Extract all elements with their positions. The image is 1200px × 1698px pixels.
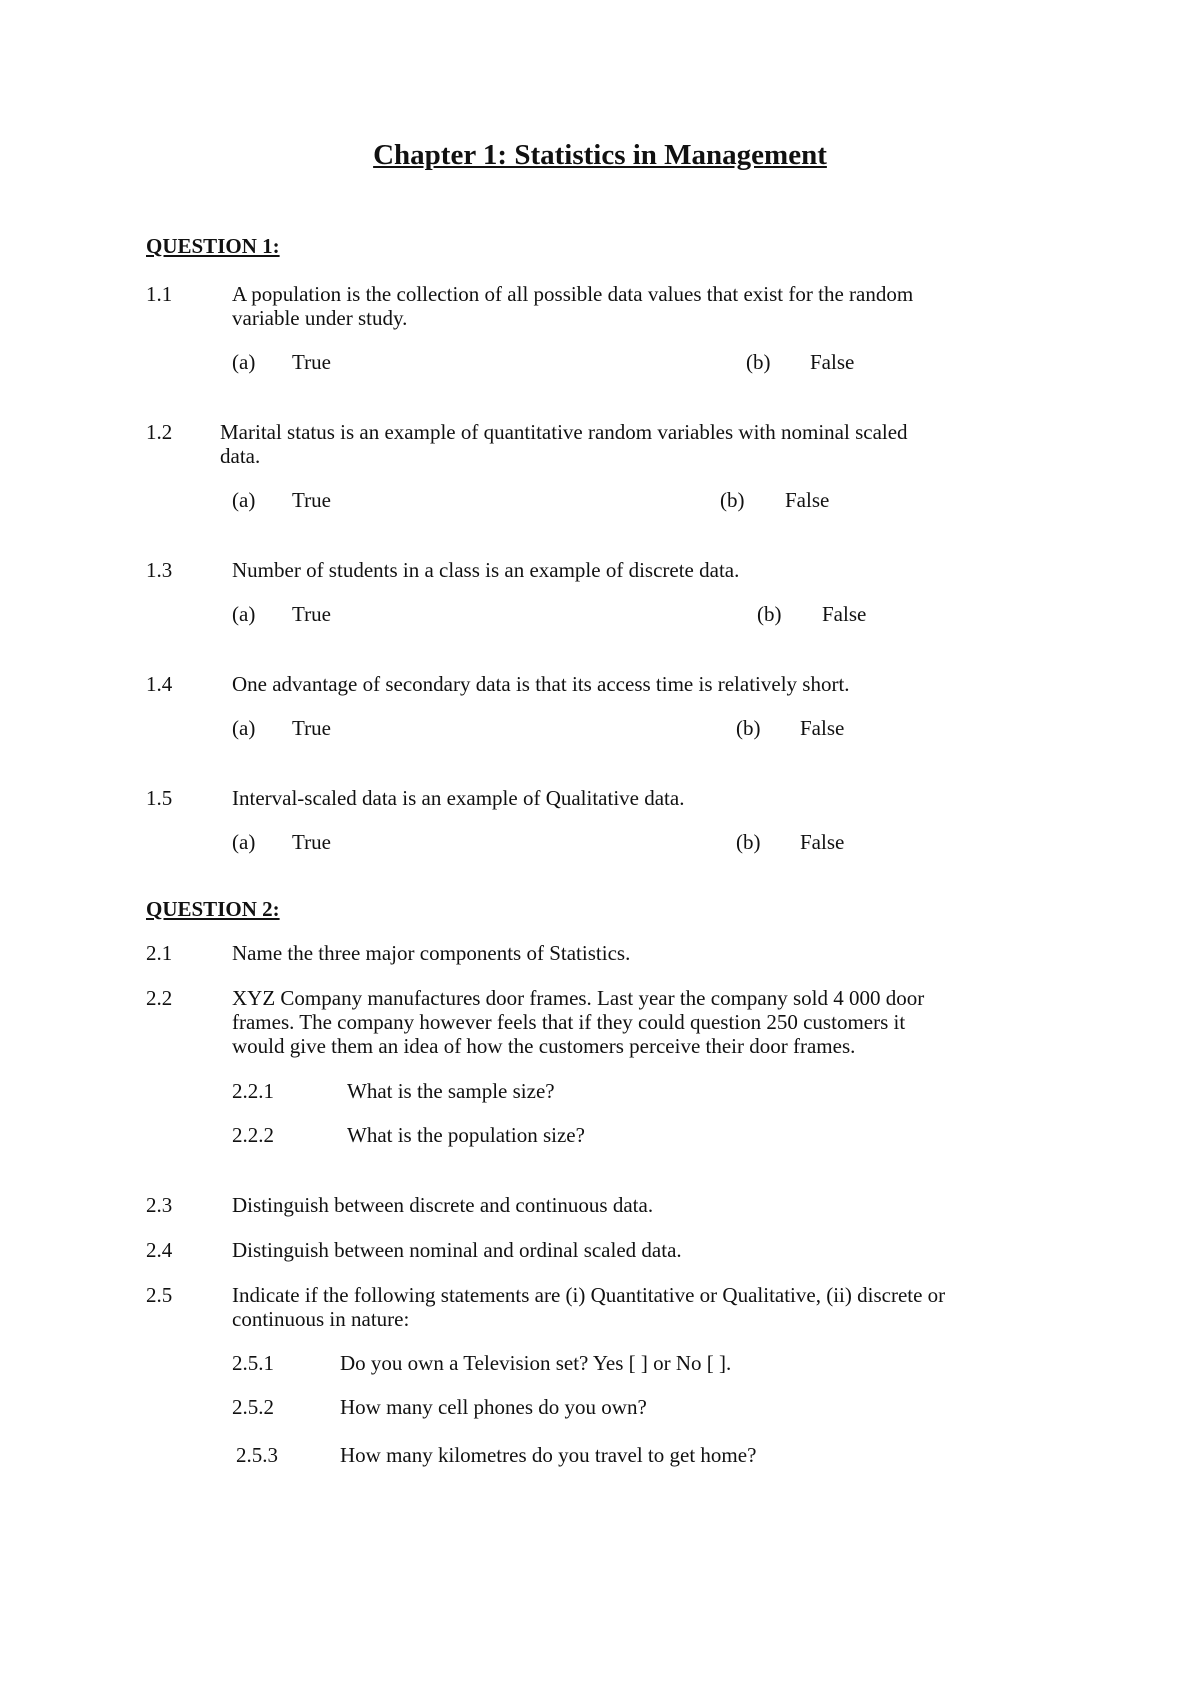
question-2-5-2-text: How many cell phones do you own? xyxy=(340,1395,647,1419)
question-2-heading: QUESTION 2: xyxy=(146,897,280,921)
question-2-2-2-number: 2.2.2 xyxy=(232,1123,274,1147)
question-1-3-text: Number of students in a class is an example of discrete data. xyxy=(232,558,740,582)
question-1-1-text-line-2: variable under study. xyxy=(232,306,408,330)
question-1-2-option-b-label: (b) xyxy=(720,488,745,512)
question-2-5-1-number: 2.5.1 xyxy=(232,1351,274,1375)
question-1-2-option-a-label: (a) xyxy=(232,488,256,512)
question-2-5-2-number: 2.5.2 xyxy=(232,1395,274,1419)
question-2-4-number: 2.4 xyxy=(146,1238,173,1262)
question-1-4-number: 1.4 xyxy=(146,672,173,696)
question-1-1-text-line-1: A population is the collection of all possible data values that exist for the random xyxy=(232,282,914,306)
question-1-2-option-b-text: False xyxy=(785,488,830,512)
question-1-2-text-line-2: data. xyxy=(220,444,261,468)
question-2-2-2-text: What is the population size? xyxy=(347,1123,585,1147)
question-1-3-number: 1.3 xyxy=(146,558,173,582)
question-2-2-text-line-2: frames. The company however feels that if they could question 250 customers it xyxy=(232,1010,906,1034)
question-2-5-3-text: How many kilometres do you travel to get home? xyxy=(340,1443,757,1467)
question-1-5-text: Interval-scaled data is an example of Qualitative data. xyxy=(232,786,685,810)
question-1-1-option-b-label: (b) xyxy=(746,350,771,374)
question-2-5-text-line-2: continuous in nature: xyxy=(232,1307,410,1331)
question-1-3-option-a-label: (a) xyxy=(232,602,256,626)
question-2-2-1-text: What is the sample size? xyxy=(347,1079,555,1103)
question-2-3-number: 2.3 xyxy=(146,1193,173,1217)
question-1-4-option-a-label: (a) xyxy=(232,716,256,740)
question-1-3-option-b-label: (b) xyxy=(757,602,782,626)
question-1-4-option-b-label: (b) xyxy=(736,716,761,740)
question-2-5-1-text: Do you own a Television set? Yes [ ] or No [ ]. xyxy=(340,1351,732,1375)
question-2-5-3-number: 2.5.3 xyxy=(236,1443,278,1467)
question-1-3-option-a-text: True xyxy=(292,602,331,626)
question-1-4-option-b-text: False xyxy=(800,716,845,740)
question-2-1-number: 2.1 xyxy=(146,941,173,965)
question-1-1-number: 1.1 xyxy=(146,282,173,306)
question-1-1-option-a-label: (a) xyxy=(232,350,256,374)
question-2-2-text-line-3: would give them an idea of how the customers perceive their door frames. xyxy=(232,1034,856,1058)
question-1-5-option-a-text: True xyxy=(292,830,331,854)
question-1-2-text-line-1: Marital status is an example of quantitative random variables with nominal scaled xyxy=(220,420,908,444)
question-1-5-option-a-label: (a) xyxy=(232,830,256,854)
question-1-heading: QUESTION 1: xyxy=(146,234,280,258)
question-2-2-text-line-1: XYZ Company manufactures door frames. Last year the company sold 4 000 door xyxy=(232,986,925,1010)
question-1-4-option-a-text: True xyxy=(292,716,331,740)
question-1-5-number: 1.5 xyxy=(146,786,173,810)
question-1-1-option-b-text: False xyxy=(810,350,855,374)
question-2-3-text: Distinguish between discrete and continuous data. xyxy=(232,1193,654,1217)
page-title: Chapter 1: Statistics in Management xyxy=(373,139,827,171)
question-2-2-number: 2.2 xyxy=(146,986,173,1010)
question-1-5-option-b-label: (b) xyxy=(736,830,761,854)
question-2-5-text-line-1: Indicate if the following statements are (i) Quantitative or Qualitative, (ii) discrete or xyxy=(232,1283,946,1307)
question-1-4-text: One advantage of secondary data is that its access time is relatively short. xyxy=(232,672,850,696)
question-2-2-1-number: 2.2.1 xyxy=(232,1079,274,1103)
question-2-4-text: Distinguish between nominal and ordinal scaled data. xyxy=(232,1238,682,1262)
question-2-5-number: 2.5 xyxy=(146,1283,173,1307)
question-2-1-text: Name the three major components of Statistics. xyxy=(232,941,631,965)
question-1-5-option-b-text: False xyxy=(800,830,845,854)
question-1-2-option-a-text: True xyxy=(292,488,331,512)
question-1-1-option-a-text: True xyxy=(292,350,331,374)
question-1-2-number: 1.2 xyxy=(146,420,173,444)
question-1-3-option-b-text: False xyxy=(822,602,867,626)
